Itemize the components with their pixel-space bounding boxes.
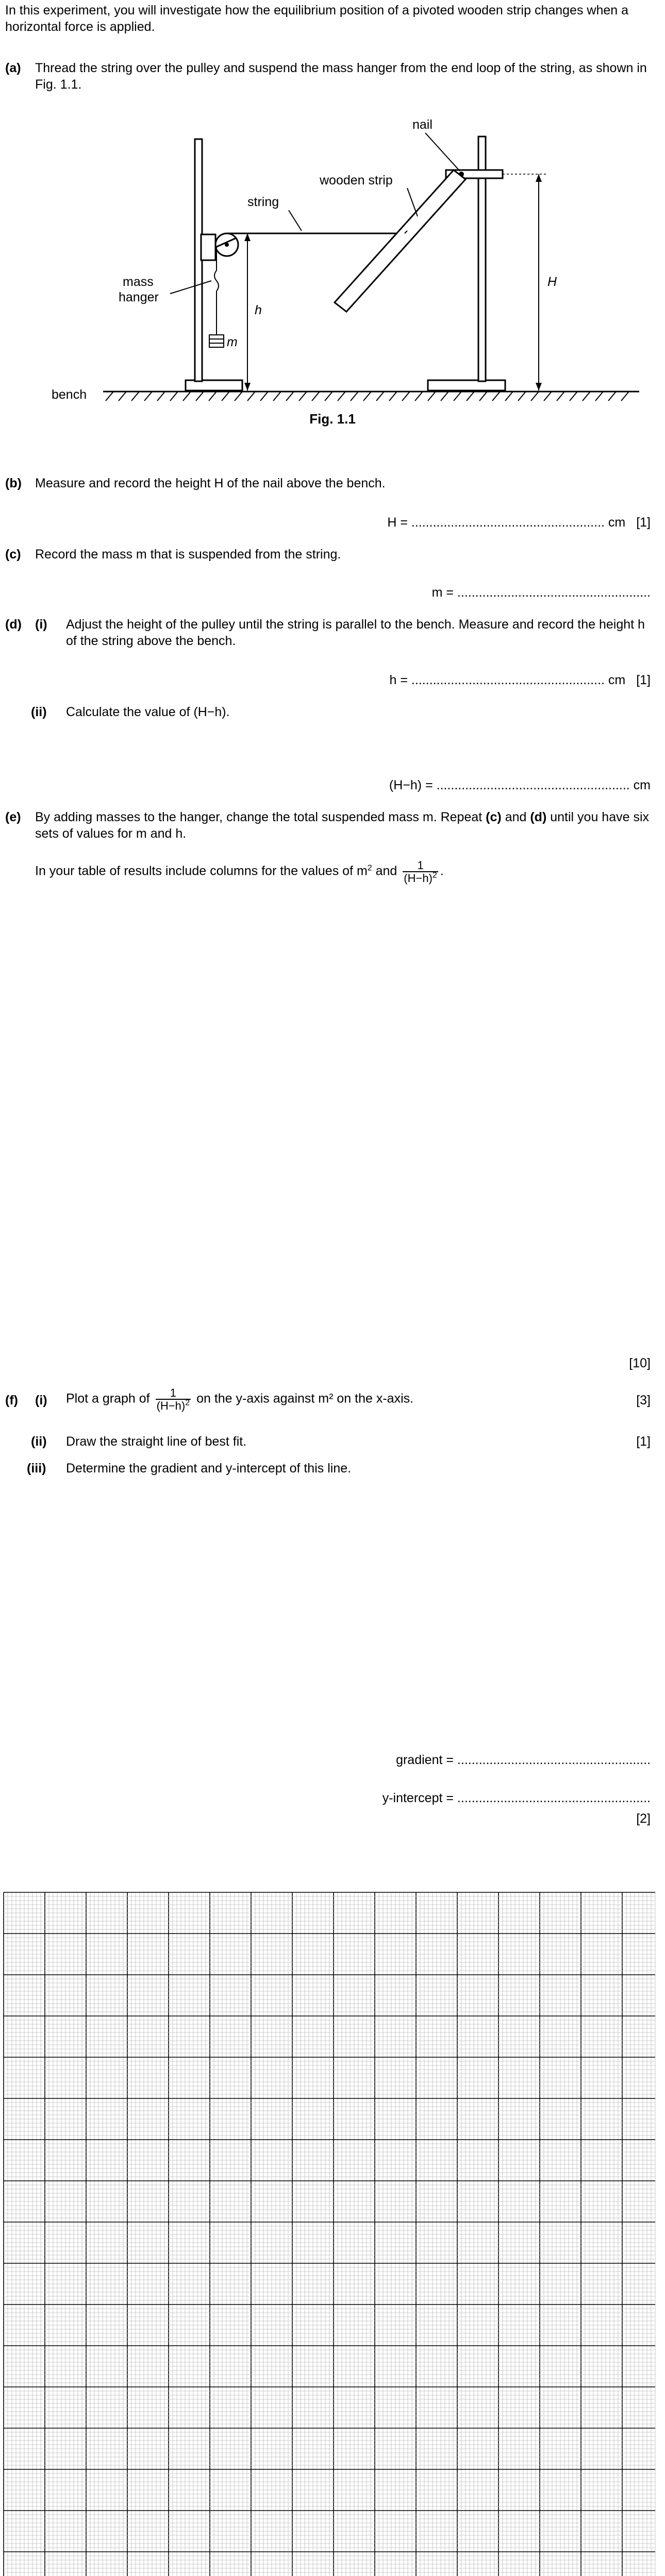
part-f-i-marks: [3] (636, 1393, 651, 1408)
part-b-label: (b) (5, 476, 22, 490)
bench-label: bench (52, 387, 87, 402)
answer-H-minus-h-label: (H−h) = (389, 778, 433, 792)
fraction-1-over-Hh2 (403, 859, 438, 884)
part-f-ii-text: Draw the straight line of best fit. (66, 1434, 247, 1449)
answer-gradient-label: gradient = (396, 1753, 454, 1767)
part-e-and: and (505, 810, 527, 824)
right-stand-base (428, 380, 505, 391)
part-d-i-label: (i) (35, 617, 47, 632)
part-c-label: (c) (5, 547, 21, 562)
left-clamp (201, 234, 215, 260)
mass-hanger-label-1: mass (123, 275, 154, 289)
part-d-i-text: Adjust the height of the pulley until the string is parallel to the bench. Measure and record the height h of the string above the bench. (66, 617, 645, 648)
fraction-graph: $\frac{1}{(H-h)^2}$ (156, 1386, 190, 1413)
wooden-strip-label: wooden strip (320, 173, 393, 188)
slotted-masses (209, 335, 224, 347)
answer-H-label: H = (387, 515, 408, 530)
answer-H-unit: cm (608, 515, 626, 530)
part-d-ii-label: (ii) (31, 705, 47, 719)
answer-intercept-label: y-intercept = (382, 1791, 454, 1805)
part-c-text: Record the mass m that is suspended from the string. (35, 547, 341, 562)
part-e-table-text: In your table of results include columns for the values of $m^2$ and $\frac{1}{(H-h)^2}$ . (35, 859, 444, 885)
part-d-ii-text: Calculate the value of (H−h). (66, 705, 230, 719)
bench-hatching (106, 392, 629, 401)
intro-text: In this experiment, you will investigate how the equilibrium position of a pivoted wooden strip changes when a horizontal force is applied. (5, 3, 629, 34)
figure-1-1 (0, 108, 665, 428)
answer-intercept[interactable] (383, 1790, 651, 1806)
answer-gradient-dots: ...................................................... (457, 1753, 651, 1767)
answer-H-dots: ...................................................... (411, 515, 605, 530)
part-f-ii-marks: [1] (636, 1434, 651, 1449)
hanger-hook (214, 270, 219, 291)
fraction-den: $(H-h)^2$ (404, 871, 437, 885)
answer-H-minus-h-dots: ...................................................... (436, 778, 630, 792)
part-e-table-pre: In your table of results include columns for the values of m (35, 863, 368, 878)
part-e-text-2: until you have six sets of values for m and h. (35, 810, 650, 841)
answer-gradient[interactable] (396, 1752, 651, 1768)
part-d-label: (d) (5, 617, 22, 632)
part-e-text-1: By adding masses to the hanger, change the total suspended mass m. Repeat (35, 810, 483, 824)
part-a-label: (a) (5, 61, 21, 75)
part-f-i-pre: Plot a graph of (66, 1391, 150, 1406)
part-f-ii-label: (ii) (31, 1434, 47, 1449)
h-label: h (255, 303, 262, 317)
answer-m-label: m = (431, 585, 454, 600)
part-e-marks: [10] (629, 1356, 651, 1370)
part-a-text: Thread the string over the pulley and suspend the mass hanger from the end loop of the string, as shown in Fig. 1.1. (35, 61, 647, 92)
answer-H-minus-h[interactable] (389, 777, 651, 793)
part-e-text (35, 809, 654, 842)
figure-caption: Fig. 1.1 (309, 411, 356, 427)
part-f-label: (f) (5, 1393, 18, 1408)
mass-hanger-label-2: hanger (119, 290, 159, 304)
answer-h-dots: ...................................................... (411, 673, 605, 687)
part-f-iii-marks: [2] (636, 1811, 651, 1826)
answer-H-minus-h-unit: cm (633, 778, 651, 792)
answer-h-label: h = (389, 673, 408, 687)
part-f-i-text (66, 1387, 413, 1412)
graph-paper[interactable] (3, 1892, 657, 2576)
graph-grid[interactable] (3, 1892, 657, 2576)
string-label: string (247, 195, 279, 209)
part-f-iii-text: Determine the gradient and y-intercept of this line. (66, 1461, 352, 1476)
answer-m[interactable] (432, 584, 651, 601)
part-f-i-post: on the y-axis against m² on the x-axis. (196, 1391, 414, 1406)
part-e-label: (e) (5, 810, 21, 824)
part-b-text: Measure and record the height H of the nail above the bench. (35, 476, 386, 490)
m-label: m (227, 335, 238, 349)
part-f-i-label: (i) (35, 1393, 47, 1408)
part-e-ref-d: (d) (530, 810, 547, 824)
answer-h-unit: cm (608, 673, 626, 687)
H-label: H (547, 275, 557, 289)
answer-m-dots: ...................................................... (457, 585, 651, 600)
fraction-num: 1 (417, 859, 424, 872)
answer-intercept-dots: ...................................................... (457, 1791, 651, 1805)
answer-H[interactable] (387, 514, 651, 531)
part-e-ref-c: (c) (486, 810, 502, 824)
answer-h[interactable] (389, 672, 651, 688)
part-e-table-mid: and (375, 863, 397, 878)
part-f-iii-label: (iii) (27, 1461, 46, 1476)
part-b-marks: [1] (636, 515, 651, 530)
wooden-strip (335, 170, 466, 312)
part-d-i-marks: [1] (636, 673, 651, 687)
nail-label: nail (412, 117, 433, 132)
